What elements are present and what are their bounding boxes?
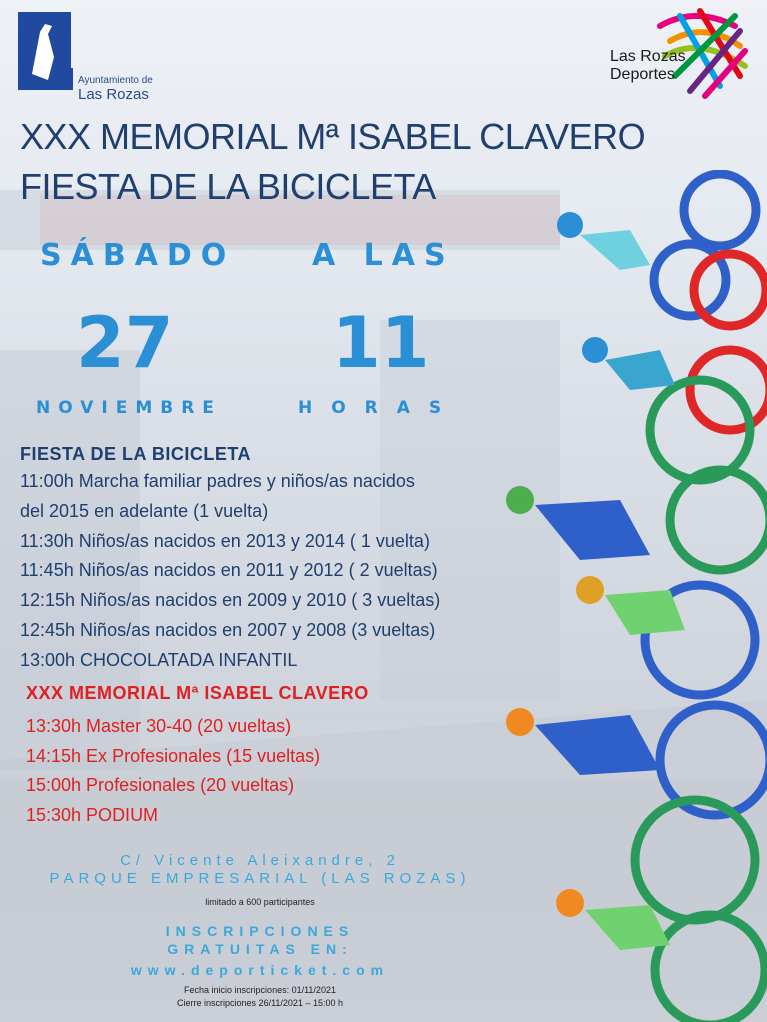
registration-label: INSCRIPCIONES bbox=[165, 923, 355, 939]
participant-limit: limitado a 600 participantes bbox=[205, 897, 315, 907]
registration-website: www.deporticket.com bbox=[130, 962, 390, 978]
cyclist-helmet-icon bbox=[506, 486, 534, 514]
day-label: SÁBADO bbox=[40, 238, 236, 273]
month-label: NOVIEMBRE bbox=[36, 398, 222, 418]
day-number: 27 bbox=[76, 302, 174, 384]
bike-wheel-icon bbox=[670, 470, 767, 570]
time-label: A LAS bbox=[312, 238, 455, 273]
schedule-item: 11:00h Marcha familiar padres y niños/as nacidos bbox=[20, 471, 415, 491]
cyclist-helmet-icon bbox=[556, 889, 584, 917]
bike-wheel-icon bbox=[635, 800, 755, 920]
cyclist-body-icon bbox=[605, 350, 675, 390]
cyclist-helmet-icon bbox=[582, 337, 608, 363]
memorial-item: 15:00h Profesionales (20 vueltas) bbox=[26, 775, 295, 795]
registration-free-label: GRATUITAS EN: bbox=[167, 941, 353, 957]
schedule-item: del 2015 en adelante (1 vuelta) bbox=[20, 500, 269, 521]
registration-start-date: Fecha inicio inscripciones: 01/11/2021 bbox=[184, 985, 336, 995]
memorial-schedule bbox=[26, 712, 320, 830]
fiesta-schedule bbox=[20, 467, 440, 676]
schedule-item: 11:30h Niños/as nacidos en 2013 y 2014 ( 1 vuelta) bbox=[20, 530, 430, 551]
address-area: PARQUE EMPRESARIAL (LAS ROZAS) bbox=[49, 870, 471, 887]
hours-label: HORAS bbox=[298, 398, 461, 418]
memorial-heading: XXX MEMORIAL Mª ISABEL CLAVERO bbox=[26, 683, 369, 703]
cyclist-body-icon bbox=[535, 715, 660, 775]
cyclist-body-icon bbox=[535, 500, 650, 560]
schedule-item: 13:00h CHOCOLATADA INFANTIL bbox=[20, 649, 298, 670]
bike-wheel-icon bbox=[694, 254, 766, 326]
main-title: XXX MEMORIAL Mª ISABEL CLAVERO bbox=[20, 116, 646, 157]
memorial-item: 15:30h PODIUM bbox=[26, 804, 159, 825]
schedule-item: 12:15h Niños/as nacidos en 2009 y 2010 ( 3 vueltas) bbox=[20, 590, 441, 611]
cyclists-illustration bbox=[500, 170, 767, 1022]
cyclist-body-icon bbox=[580, 230, 650, 270]
deportes-logo-line2: Deportes bbox=[610, 66, 675, 83]
subtitle: FIESTA DE LA BICICLETA bbox=[20, 166, 436, 207]
ayuntamiento-label: Ayuntamiento de bbox=[78, 75, 153, 86]
memorial-item: 14:15h Ex Profesionales (15 vueltas) bbox=[26, 745, 321, 766]
registration-close-date: Cierre inscripciones 26/11/2021 – 15:00 h bbox=[177, 998, 343, 1008]
cyclist-helmet-icon bbox=[576, 576, 604, 604]
hour-number: 11 bbox=[332, 302, 430, 384]
address-street: C/ Vicente Aleixandre, 2 bbox=[120, 852, 400, 869]
bike-wheel-icon bbox=[655, 915, 765, 1022]
schedule-item: 11:45h Niños/as nacidos en 2011 y 2012 ( 2 vueltas) bbox=[20, 560, 438, 581]
cyclist-helmet-icon bbox=[506, 708, 534, 736]
cyclist-helmet-icon bbox=[557, 212, 583, 238]
memorial-item: 13:30h Master 30-40 (20 vueltas) bbox=[26, 716, 292, 736]
deportes-logo-line1: Las Rozas bbox=[610, 48, 686, 65]
ayuntamiento-name: Las Rozas bbox=[78, 86, 149, 103]
schedule-item: 12:45h Niños/as nacidos en 2007 y 2008 (3 vueltas) bbox=[20, 619, 436, 640]
bike-wheel-icon bbox=[684, 174, 756, 246]
fiesta-heading: FIESTA DE LA BICICLETA bbox=[20, 444, 251, 464]
